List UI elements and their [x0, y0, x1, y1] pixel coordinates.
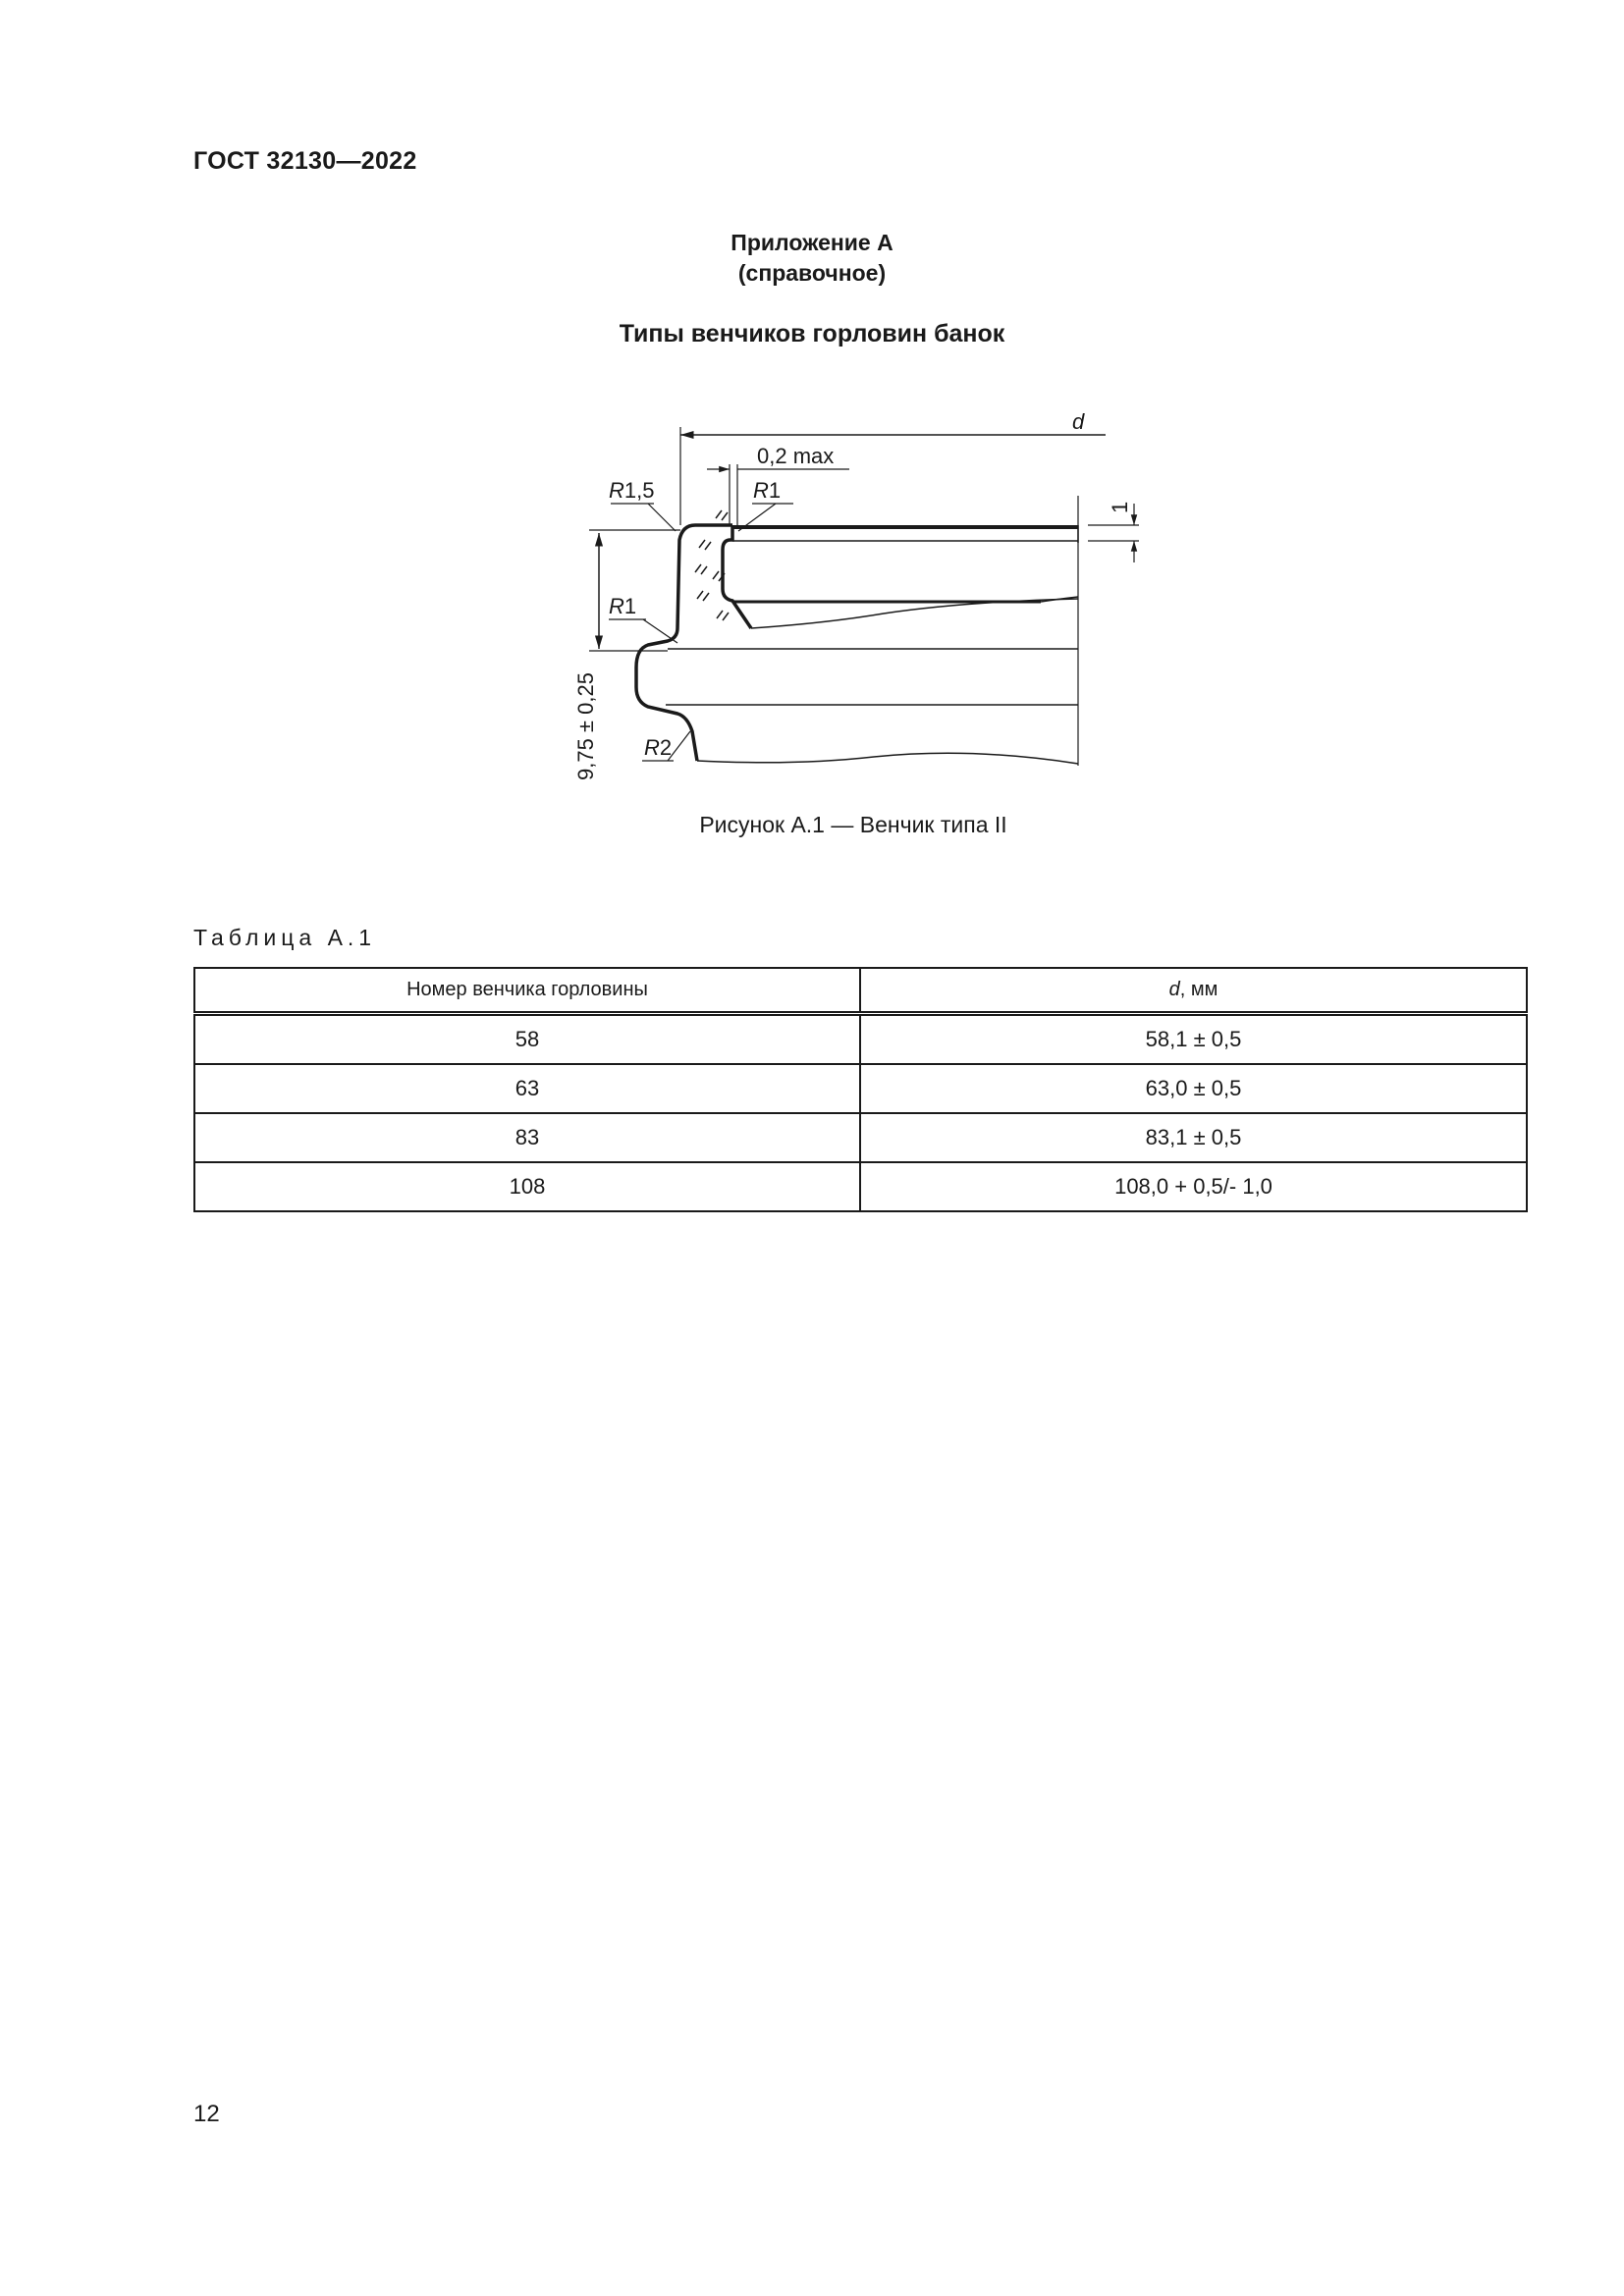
table-row [194, 1014, 1527, 1065]
label-r1-side: R1 [609, 594, 637, 618]
cell-number: 58 [194, 1014, 860, 1065]
cell-diameter: 108,0 + 0,5/- 1,0 [860, 1162, 1527, 1211]
cell-diameter: 58,1 ± 0,5 [860, 1014, 1527, 1065]
table-row [194, 1113, 1527, 1162]
cell-diameter: 83,1 ± 0,5 [860, 1113, 1527, 1162]
annex-status: (справочное) [737, 260, 887, 286]
cell-diameter: 63,0 ± 0,5 [860, 1064, 1527, 1113]
label-r15: R1,5 [609, 478, 655, 503]
profile-outer-edge [636, 525, 732, 761]
table-label: Таблица А.1 [193, 925, 377, 950]
label-gap: 0,2 max [757, 444, 835, 468]
neck-finish-drawing [550, 398, 1139, 790]
label-d: d [1072, 409, 1085, 434]
label-r2: R2 [644, 735, 673, 760]
break-line-lower [697, 753, 1078, 764]
cell-number: 83 [194, 1113, 860, 1162]
label-height: 9,75 ± 0,25 [573, 672, 598, 780]
header-diameter: d, мм [860, 968, 1527, 1014]
figure-caption: Рисунок А.1 — Венчик типа II [699, 812, 1007, 837]
table-row [194, 1162, 1527, 1211]
table-header-row [194, 968, 1527, 1014]
page-number: 12 [193, 2101, 220, 2127]
table-row [194, 1064, 1527, 1113]
label-r1-top: R1 [753, 478, 782, 503]
annex-heading: Типы венчиков горловин банок [619, 320, 1005, 347]
figure-a1 [550, 398, 1139, 790]
document-code: ГОСТ 32130—2022 [193, 147, 417, 175]
label-thickness: 1 [1108, 501, 1132, 513]
leader-r15 [648, 504, 676, 531]
annex-title: Приложение А [731, 230, 893, 255]
cell-number: 63 [194, 1064, 860, 1113]
annex-header [0, 228, 1624, 289]
header-neck-number: Номер венчика горловины [194, 968, 860, 1014]
cell-number: 108 [194, 1162, 860, 1211]
neck-finish-table [193, 967, 1528, 1212]
